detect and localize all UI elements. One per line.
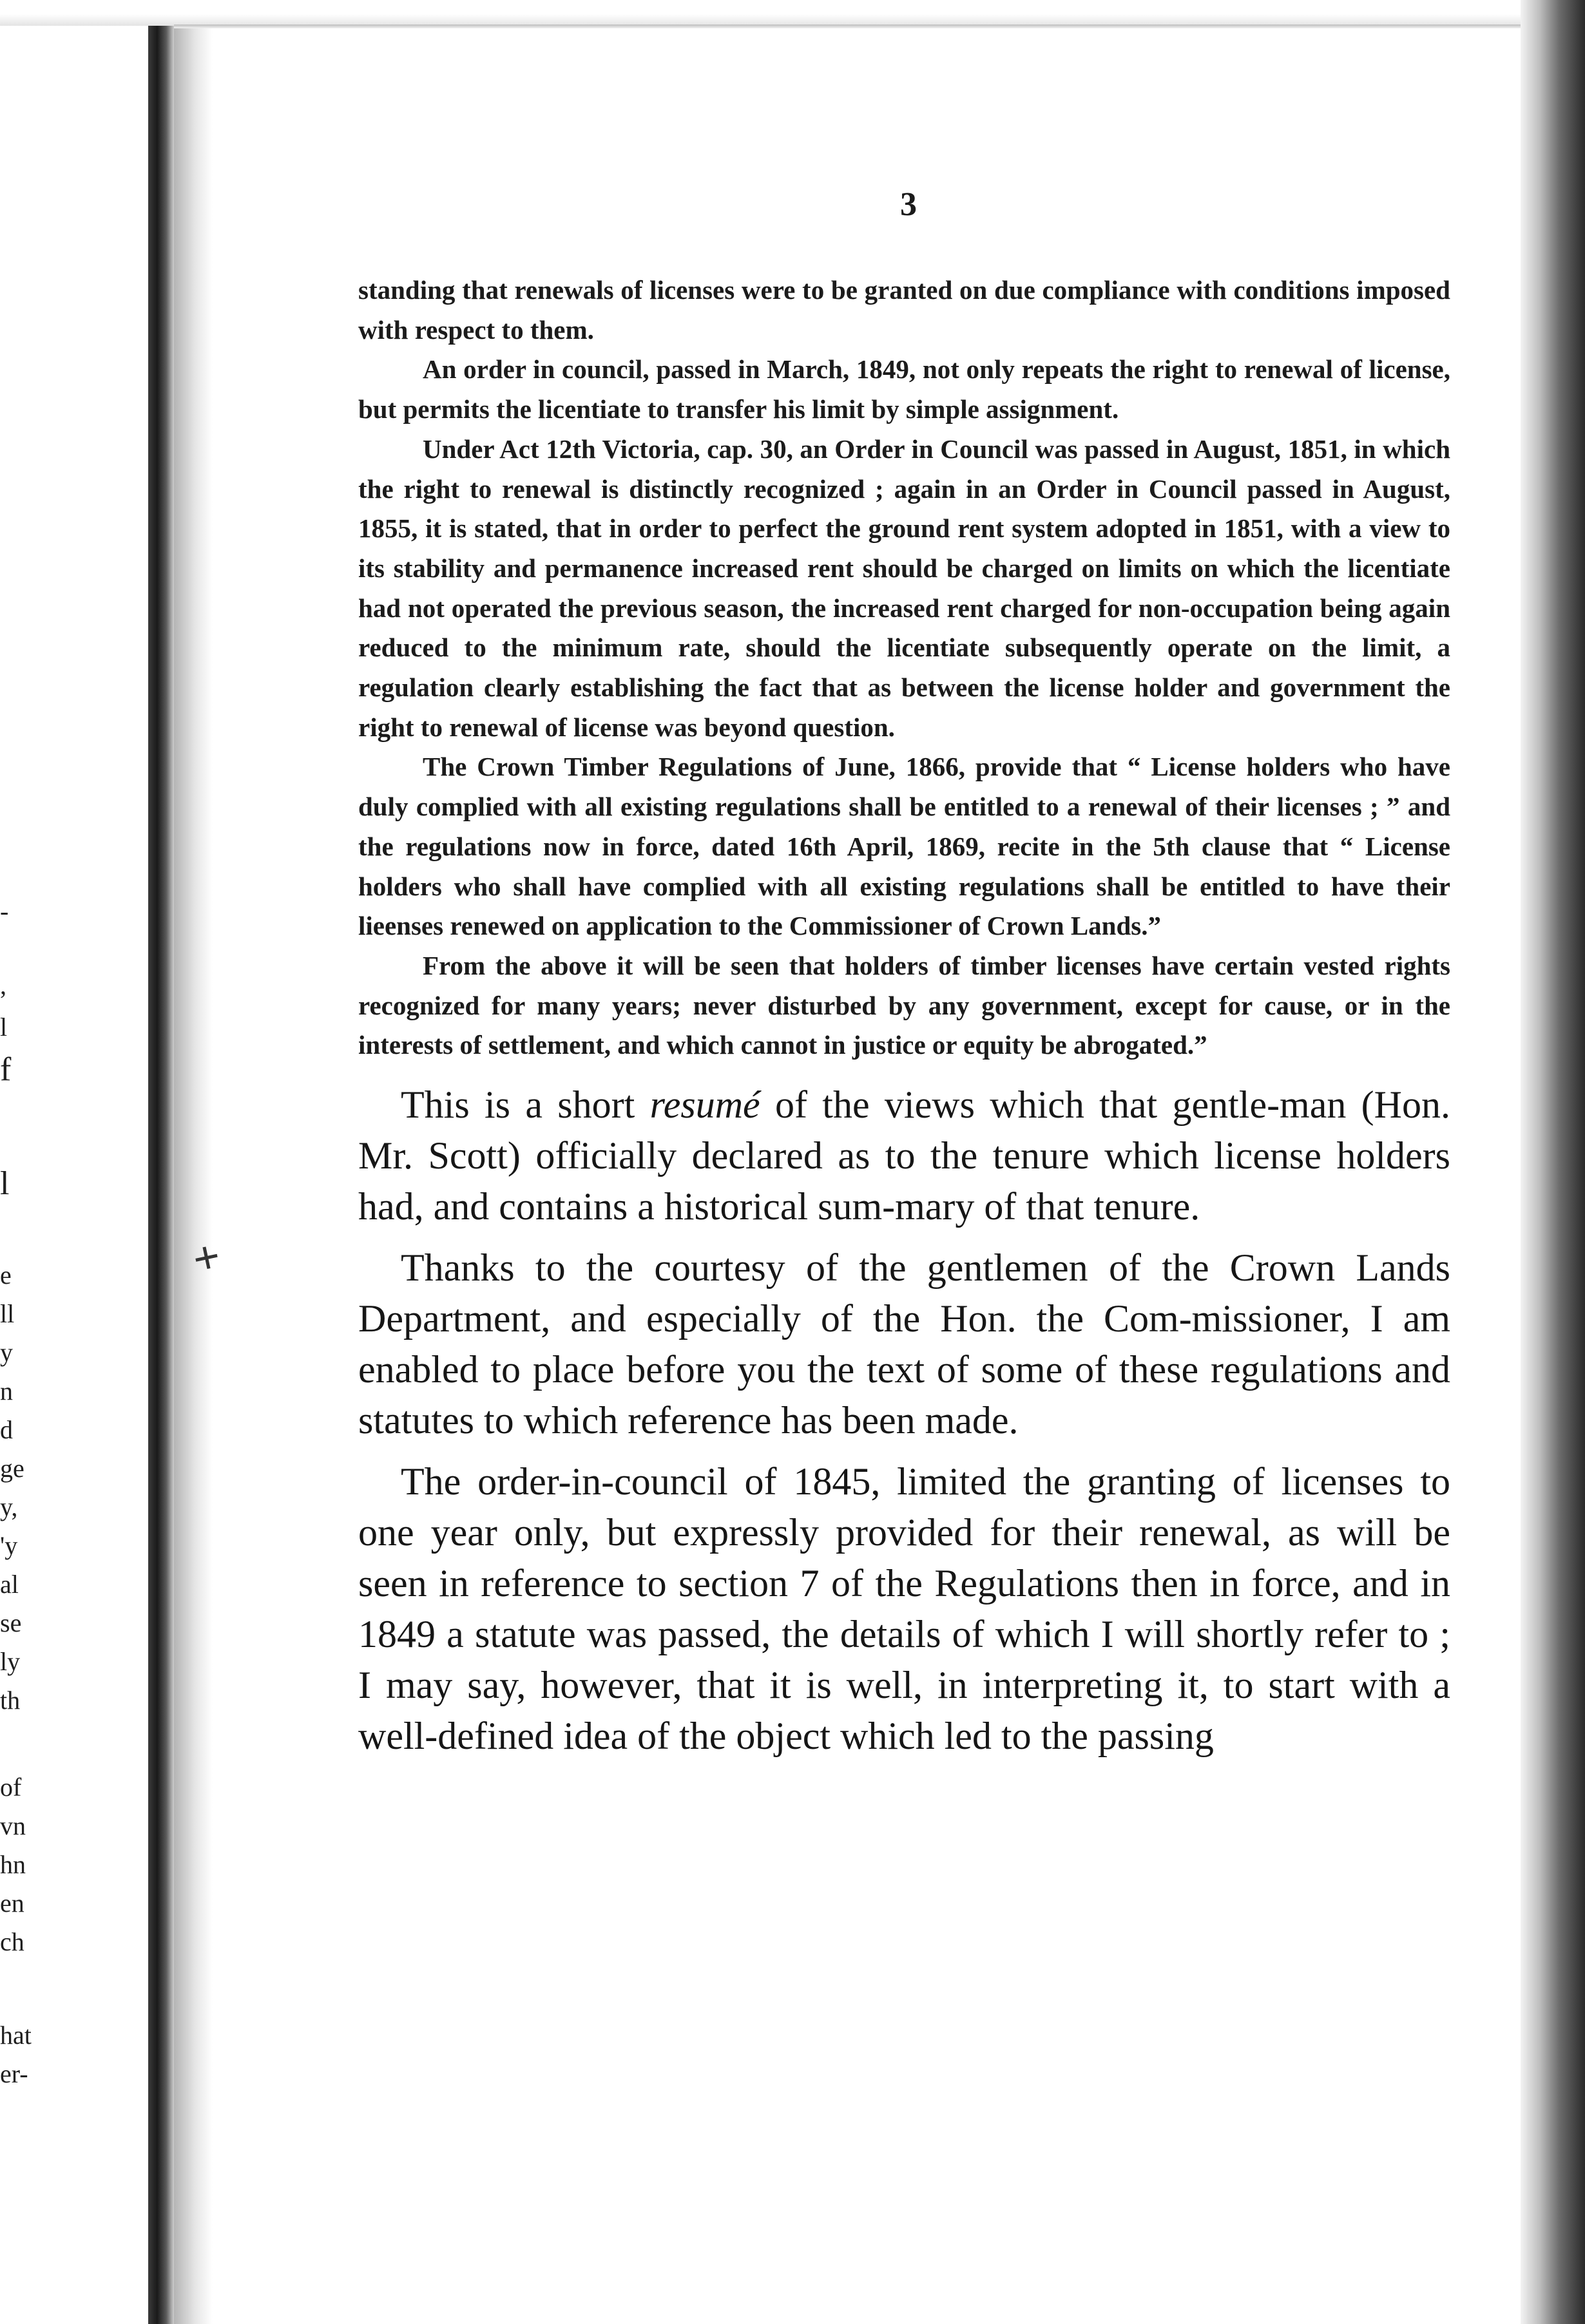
- left-fragment: ,: [0, 971, 6, 1000]
- left-facing-page: [0, 26, 148, 2324]
- left-fragment: hat: [0, 2021, 32, 2050]
- paragraph-gap: [358, 1446, 1450, 1456]
- right-page-edge: [1521, 0, 1585, 2324]
- quoted-paragraph: The Crown Timber Regulations of June, 1866, provide that “ License holders who have duly complied with all existing regulations shall be entitled to a renewal of their licenses ; ” and the regulations now in force, dated 16th April, 1869, recite in the 5th clause that “ License holders who shall have complied with all existing regulations shall be entitled to have their lieenses renewed on application to the Commissioner of Crown Lands.”: [358, 752, 1450, 941]
- margin-pencil-mark: +: [188, 1230, 225, 1285]
- resume-before: This is a short: [401, 1083, 650, 1127]
- quoted-paragraph: An order in council, passed in March, 1849, not only repeats the right to renewal of license, but permits the licentiate to transfer his limit by simple assignment.: [358, 354, 1450, 424]
- quoted-paragraph: From the above it will be seen that holders of timber licenses have certain vested rights recognized for many years; never disturbed by any government, except for cause, or in the interests of settlement, and which cannot in justice or equity be abrogated.”: [358, 950, 1450, 1060]
- main-paragraph: Thanks to the courtesy of the gentlemen of the Crown Lands Department, and especially of the Hon. the Com-missioner, I am enabled to place before you the text of some of these regulations and statutes to which reference has been made.: [358, 1246, 1450, 1442]
- left-fragment: l: [0, 1165, 10, 1202]
- resume-italic: resumé: [649, 1083, 760, 1127]
- resume-paragraph: [358, 1080, 1450, 1232]
- left-fragment: n: [0, 1376, 13, 1405]
- left-fragment: 'y: [0, 1531, 18, 1560]
- left-fragment: ge: [0, 1454, 24, 1483]
- left-fragment: y,: [0, 1492, 18, 1521]
- left-fragment: ll: [0, 1299, 15, 1328]
- left-fragment: th: [0, 1686, 21, 1715]
- left-fragment: of: [0, 1773, 22, 1802]
- left-fragment: -: [0, 897, 9, 926]
- left-fragment: l: [0, 1013, 8, 1042]
- gutter-shadow: [174, 26, 213, 2324]
- left-fragment: en: [0, 1889, 24, 1918]
- left-fragment: hn: [0, 1850, 26, 1879]
- page-fold-line: [174, 24, 1521, 28]
- book-gutter: [148, 26, 174, 2324]
- paragraph-gap: [358, 1232, 1450, 1243]
- left-fragment: d: [0, 1415, 13, 1444]
- quoted-paragraph: Under Act 12th Victoria, cap. 30, an Order in Council was passed in August, 1851, in which the right to renewal is distinctly recognized ; again in an Order in Council passed in August, 1855, it is stated, that in order to perfect the ground rent system adopted in 1851, with a view to its stability and permanence increased rent should be charged on limits on which the licentiate had not operated the previous season, the increased rent charged for non-occupation being again reduced to the minimum rate, should the licentiate subsequently operate on the limit, a regulation clearly establishing the fact that as between the license holder and government the right to renewal of license was beyond question.: [358, 433, 1450, 742]
- resume-after: of the views which that gentle-man (Hon. Mr. Scott) officially declared as to the tenure which license holders had, and contains a historical sum-mary of that tenure.: [358, 1083, 1450, 1228]
- left-fragment: al: [0, 1570, 19, 1599]
- page-number: 3: [900, 186, 917, 223]
- quoted-paragraph: standing that renewals of licenses were to be granted on due compliance with conditions imposed with respect to them.: [358, 275, 1450, 345]
- left-fragment: se: [0, 1608, 22, 1637]
- left-fragment: f: [0, 1051, 12, 1088]
- left-fragment: er-: [0, 2059, 28, 2088]
- left-fragment: ch: [0, 1927, 24, 1956]
- left-fragment: ly: [0, 1647, 21, 1676]
- paragraph-gap: [358, 1065, 1450, 1080]
- top-page-edge: [0, 0, 1585, 26]
- main-paragraph: The order-in-council of 1845, limited the granting of licenses to one year only, but expressly provided for their renewal, as will be seen in reference to section 7 of the Regulations then in force, and in 1849 a statute was passed, the details of which I will shortly refer to ; I may say, however, that it is well, in interpreting it, to start with a well-defined idea of the object which led to the passing: [358, 1460, 1450, 1758]
- page-body: [358, 271, 1450, 1762]
- left-fragment: e: [0, 1261, 12, 1290]
- left-fragment: vn: [0, 1811, 26, 1840]
- left-fragment: y: [0, 1338, 13, 1367]
- left-page-text-fragments: [0, 26, 148, 2324]
